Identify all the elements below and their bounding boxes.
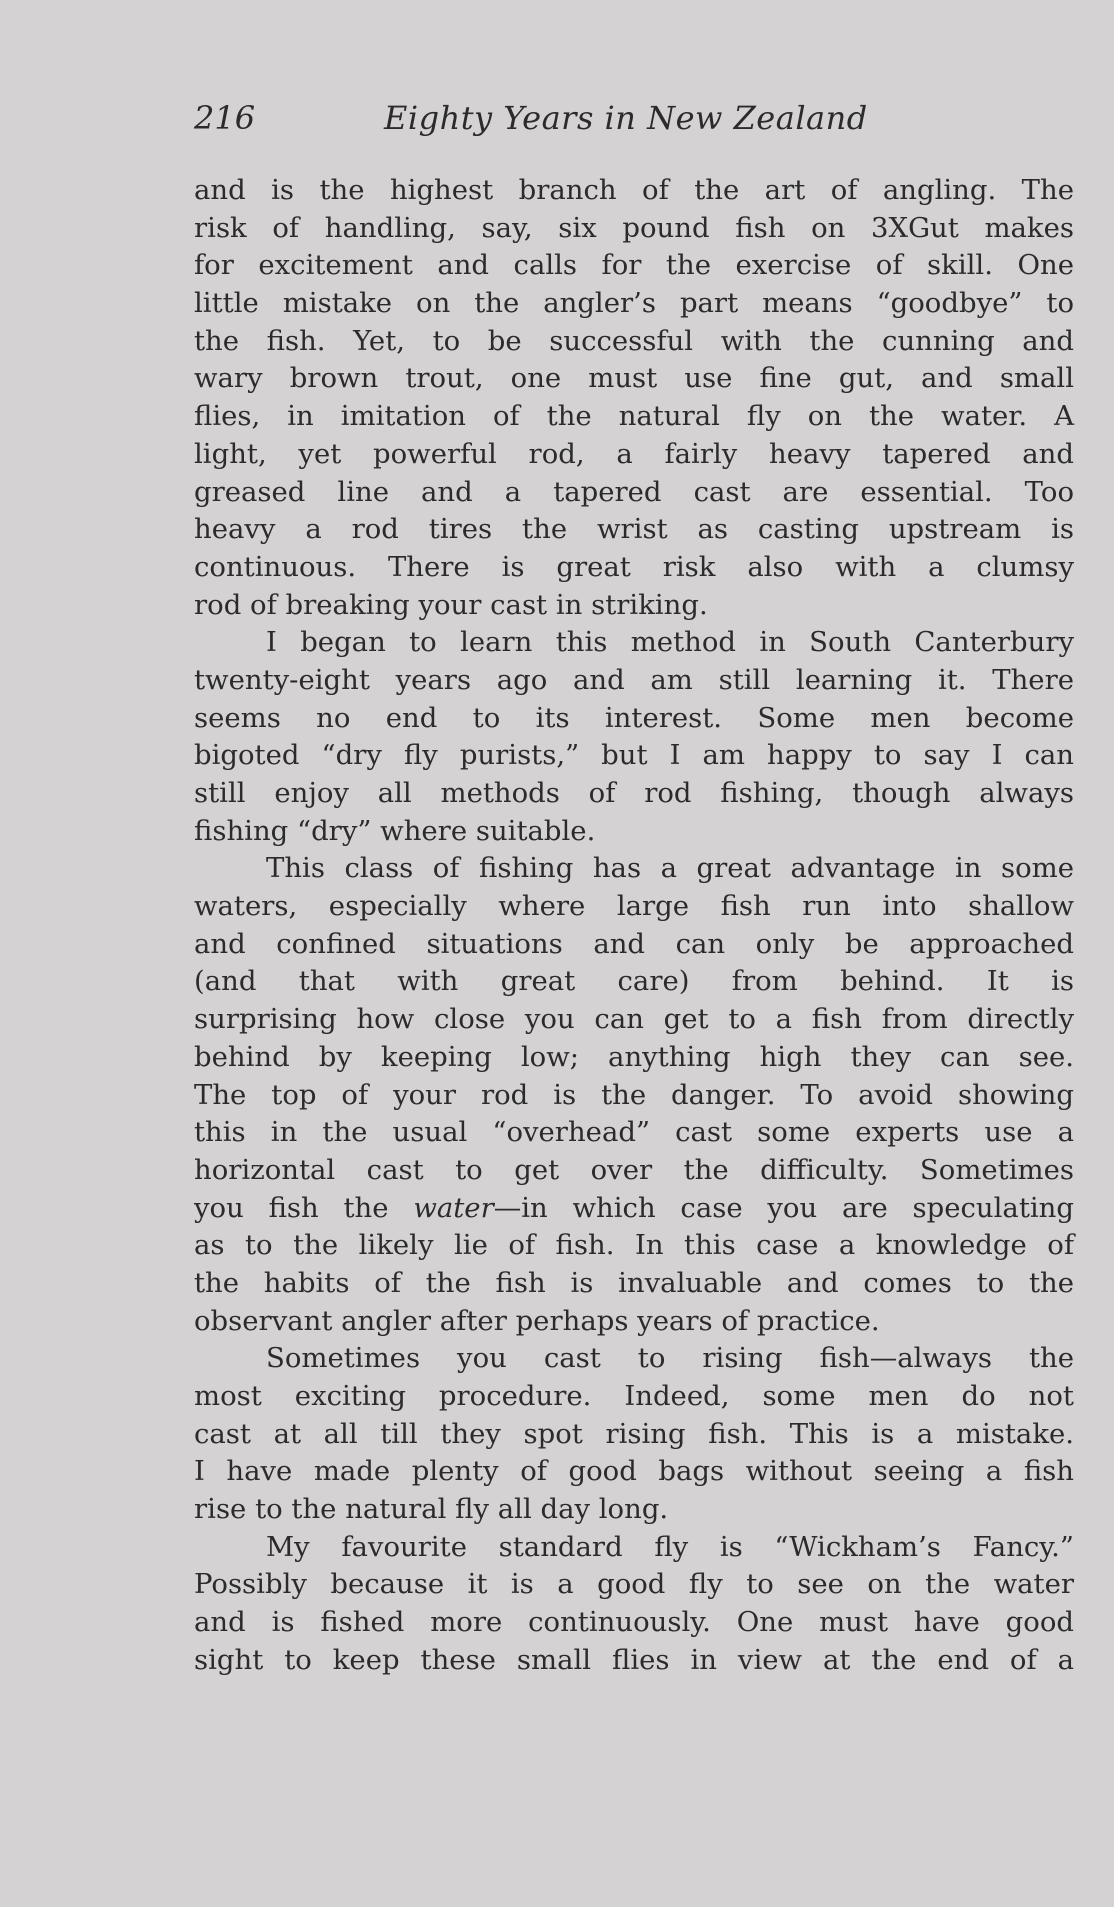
text-line: horizontal cast to get over the difficulty. Sometimes (194, 1153, 1074, 1186)
emphasized-word: water (413, 1191, 494, 1224)
text-line: I began to learn this method in South Canterbury (266, 626, 1074, 659)
text-segment: you fish the (194, 1191, 414, 1224)
text-line: sight to keep these small flies in view at the end of a (194, 1643, 1074, 1676)
text-line: observant angler after perhaps years of practice. (194, 1304, 880, 1337)
text-line: twenty-eight years ago and am still learning it. There (194, 663, 1074, 696)
text-line: My favourite standard fly is “Wickham’s Fancy.” (266, 1530, 1074, 1563)
text-line: behind by keeping low; anything high they can see. (194, 1040, 1074, 1073)
text-line: The top of your rod is the danger. To avoid showing (194, 1078, 1074, 1111)
running-head (0, 98, 1114, 148)
text-line: and is fished more continuously. One must have good (194, 1606, 1074, 1639)
text-line: greased line and a tapered cast are essential. Too (194, 475, 1074, 508)
text-line: rise to the natural fly all day long. (194, 1493, 669, 1526)
text-line: surprising how close you can get to a fish from directly (194, 1003, 1074, 1036)
text-line: risk of handling, say, six pound fish on 3XGut makes (194, 211, 1074, 244)
page-number: 216 (194, 99, 256, 137)
text-line: seems no end to its interest. Some men become (194, 701, 1074, 734)
text-line: still enjoy all methods of rod fishing, though always (194, 777, 1074, 809)
text-line: heavy a rod tires the wrist as casting upstream is (194, 513, 1074, 546)
text-line: the fish. Yet, to be successful with the cunning and (194, 324, 1074, 357)
text-line: and confined situations and can only be approached (194, 927, 1074, 960)
text-line: wary brown trout, one must use fine gut, and small (194, 362, 1074, 395)
text-line: This class of fishing has a great advantage in some (266, 852, 1074, 885)
text-line: bigoted “dry fly purists,” but I am happy to say I can (194, 739, 1074, 772)
text-line: waters, especially where large fish run into shallow (194, 890, 1074, 923)
text-line: little mistake on the angler’s part means “goodbye” to (194, 287, 1074, 320)
text-line: (and that with great care) from behind. It is (194, 965, 1074, 998)
text-line: Sometimes you cast to rising fish—always the (266, 1342, 1074, 1375)
text-line (194, 1190, 1074, 1228)
text-line: I have made plenty of good bags without seeing a fish (194, 1455, 1074, 1488)
body-text (194, 172, 1074, 1680)
running-title: Eighty Years in New Zealand (384, 99, 868, 137)
text-line: the habits of the fish is invaluable and comes to the (194, 1266, 1074, 1299)
text-line: light, yet powerful rod, a fairly heavy tapered and (194, 437, 1074, 470)
text-line: cast at all till they spot rising fish. This is a mistake. (194, 1417, 1074, 1450)
text-line: for excitement and calls for the exercise of skill. One (194, 249, 1074, 282)
text-segment: —in which case you are speculating (493, 1191, 1074, 1224)
text-line: most exciting procedure. Indeed, some men do not (194, 1380, 1074, 1412)
text-line: and is the highest branch of the art of angling. The (194, 174, 1074, 206)
text-line: rod of breaking your cast in striking. (194, 588, 708, 621)
text-line: as to the likely lie of fish. In this case a knowledge of (194, 1229, 1074, 1262)
text-line: this in the usual “overhead” cast some experts use a (194, 1116, 1074, 1149)
text-line: continuous. There is great risk also with a clumsy (194, 550, 1074, 583)
text-line: fishing “dry” where suitable. (194, 814, 596, 847)
text-line: flies, in imitation of the natural fly on the water. A (194, 400, 1074, 433)
text-line: Possibly because it is a good fly to see on the water (194, 1568, 1074, 1601)
